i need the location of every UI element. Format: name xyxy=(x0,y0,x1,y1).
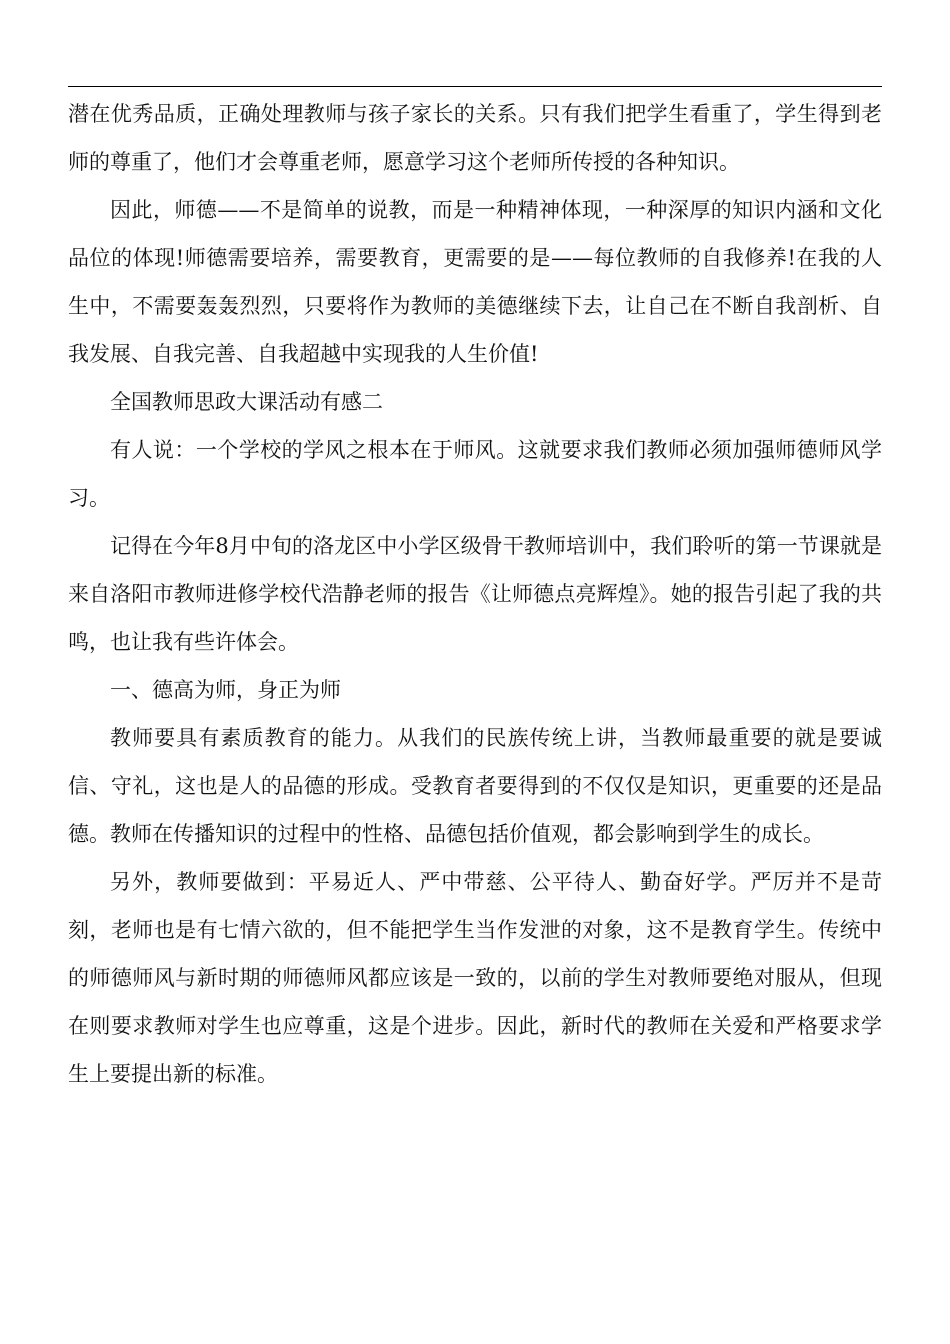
section-title: 全国教师思政大课活动有感二 xyxy=(110,390,383,414)
paragraph-teacher-conduct: 另外，教师要做到：平易近人、严中带慈、公平待人、勤奋好学。严厉并不是苛刻，老师也是有七情六欲的，但不能把学生当作发泄的对象，这不是教育学生。传统中的师德师风与新时期的师德师风都应该是一致的，以前的学生对教师要绝对服从，但现在则要求教师对学生也应尊重，这是个进步。因此，新时代的教师在关爱和严格要求学生上要提出新的标准。 xyxy=(68,870,882,1086)
paragraph-quality-education: 教师要具有素质教育的能力。从我们的民族传统上讲，当教师最重要的就是要诚信、守礼，这也是人的品德的形成。受教育者要得到的不仅仅是知识，更重要的还是品德。教师在传播知识的过程中的性格、品德包括价值观，都会影响到学生的成长。 xyxy=(68,726,882,846)
header-rule xyxy=(68,86,882,87)
document-body xyxy=(68,90,882,1098)
paragraph-continuation: 潜在优秀品质，正确处理教师与孩子家长的关系。只有我们把学生看重了，学生得到老师的尊重了，他们才会尊重老师，愿意学习这个老师所传授的各种知识。 xyxy=(68,102,882,174)
paragraph-teacher-ethics: 因此，师德——不是简单的说教，而是一种精神体现，一种深厚的知识内涵和文化品位的体现!师德需要培养，需要教育，更需要的是——每位教师的自我修养!在我的人生中，不需要轰轰烈烈，只要将作为教师的美德继续下去，让自己在不断自我剖析、自我发展、自我完善、自我超越中实现我的人生价值! xyxy=(68,198,882,366)
paragraph-school-style: 有人说：一个学校的学风之根本在于师风。这就要求我们教师必须加强师德师风学习。 xyxy=(68,438,882,510)
paragraph-training-memory: 记得在今年8月中旬的洛龙区中小学区级骨干教师培训中，我们聆听的第一节课就是来自洛阳市教师进修学校代浩静老师的报告《让师德点亮辉煌》。她的报告引起了我的共鸣，也让我有些许体会。 xyxy=(68,534,882,654)
subheading-virtue: 一、德高为师，身正为师 xyxy=(110,678,341,702)
